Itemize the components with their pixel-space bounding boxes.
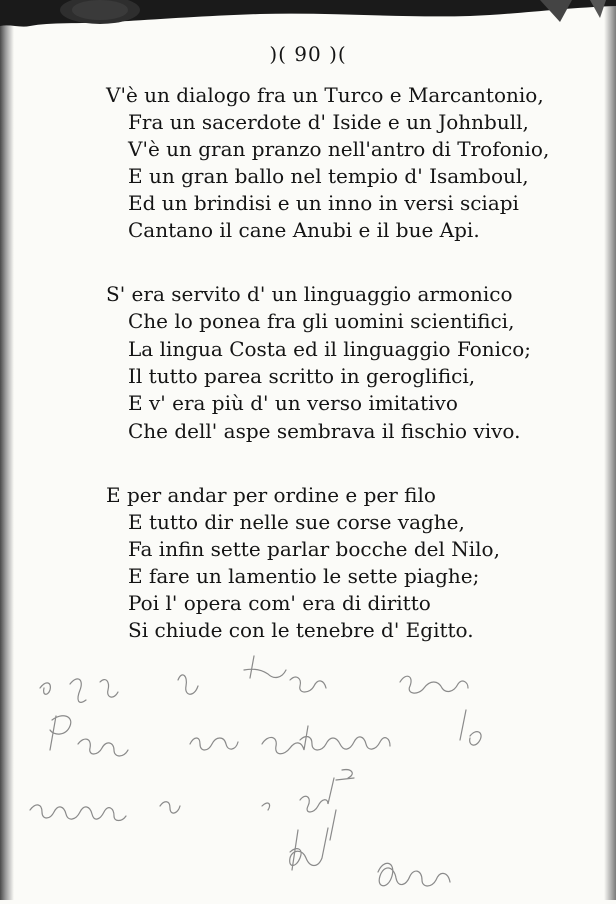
verse-line: Poi l' opera com' era di diritto <box>128 591 431 615</box>
verse-line: E per andar per ordine e per filo <box>106 483 436 507</box>
verse-line: Fa infin sette parlar bocche del Nilo, <box>128 537 500 561</box>
verse-line: Il tutto parea scritto in geroglifici, <box>128 364 476 388</box>
verse-line: V'è un dialogo fra un Turco e Marcantonio, <box>106 83 544 107</box>
handwriting-scribbles <box>0 640 616 900</box>
verse-line: E tutto dir nelle sue corse vaghe, <box>128 510 465 534</box>
page-number: )( 90 )( <box>269 42 347 66</box>
verse-line: V'è un gran pranzo nell'antro di Trofonio, <box>128 137 550 161</box>
verse-line: Si chiude con le tenebre d' Egitto. <box>128 618 474 642</box>
verse-line: E un gran ballo nel tempio d' Isamboul, <box>128 164 529 188</box>
binding-shadow-graphic <box>0 0 616 30</box>
verse-line: Cantano il cane Anubi e il bue Api. <box>128 218 480 242</box>
verse-line: Ed un brindisi e un inno in versi sciapi <box>128 191 519 215</box>
handwritten-annotation <box>0 640 616 900</box>
scan-top-edge <box>0 0 616 30</box>
verse-line: E fare un lamentio le sette piaghe; <box>128 564 480 588</box>
verse-line: La lingua Costa ed il linguaggio Fonico; <box>128 337 532 361</box>
verse-line: S' era servito d' un linguaggio armonico <box>106 282 513 306</box>
verse-line: Che dell' aspe sembrava il fischio vivo. <box>128 419 521 443</box>
verse-line: E v' era più d' un verso imitativo <box>128 391 458 415</box>
verse-line: Che lo ponea fra gli uomini scientifici, <box>128 309 515 333</box>
verse-line: Fra un sacerdote d' Iside e un Johnbull, <box>128 110 529 134</box>
